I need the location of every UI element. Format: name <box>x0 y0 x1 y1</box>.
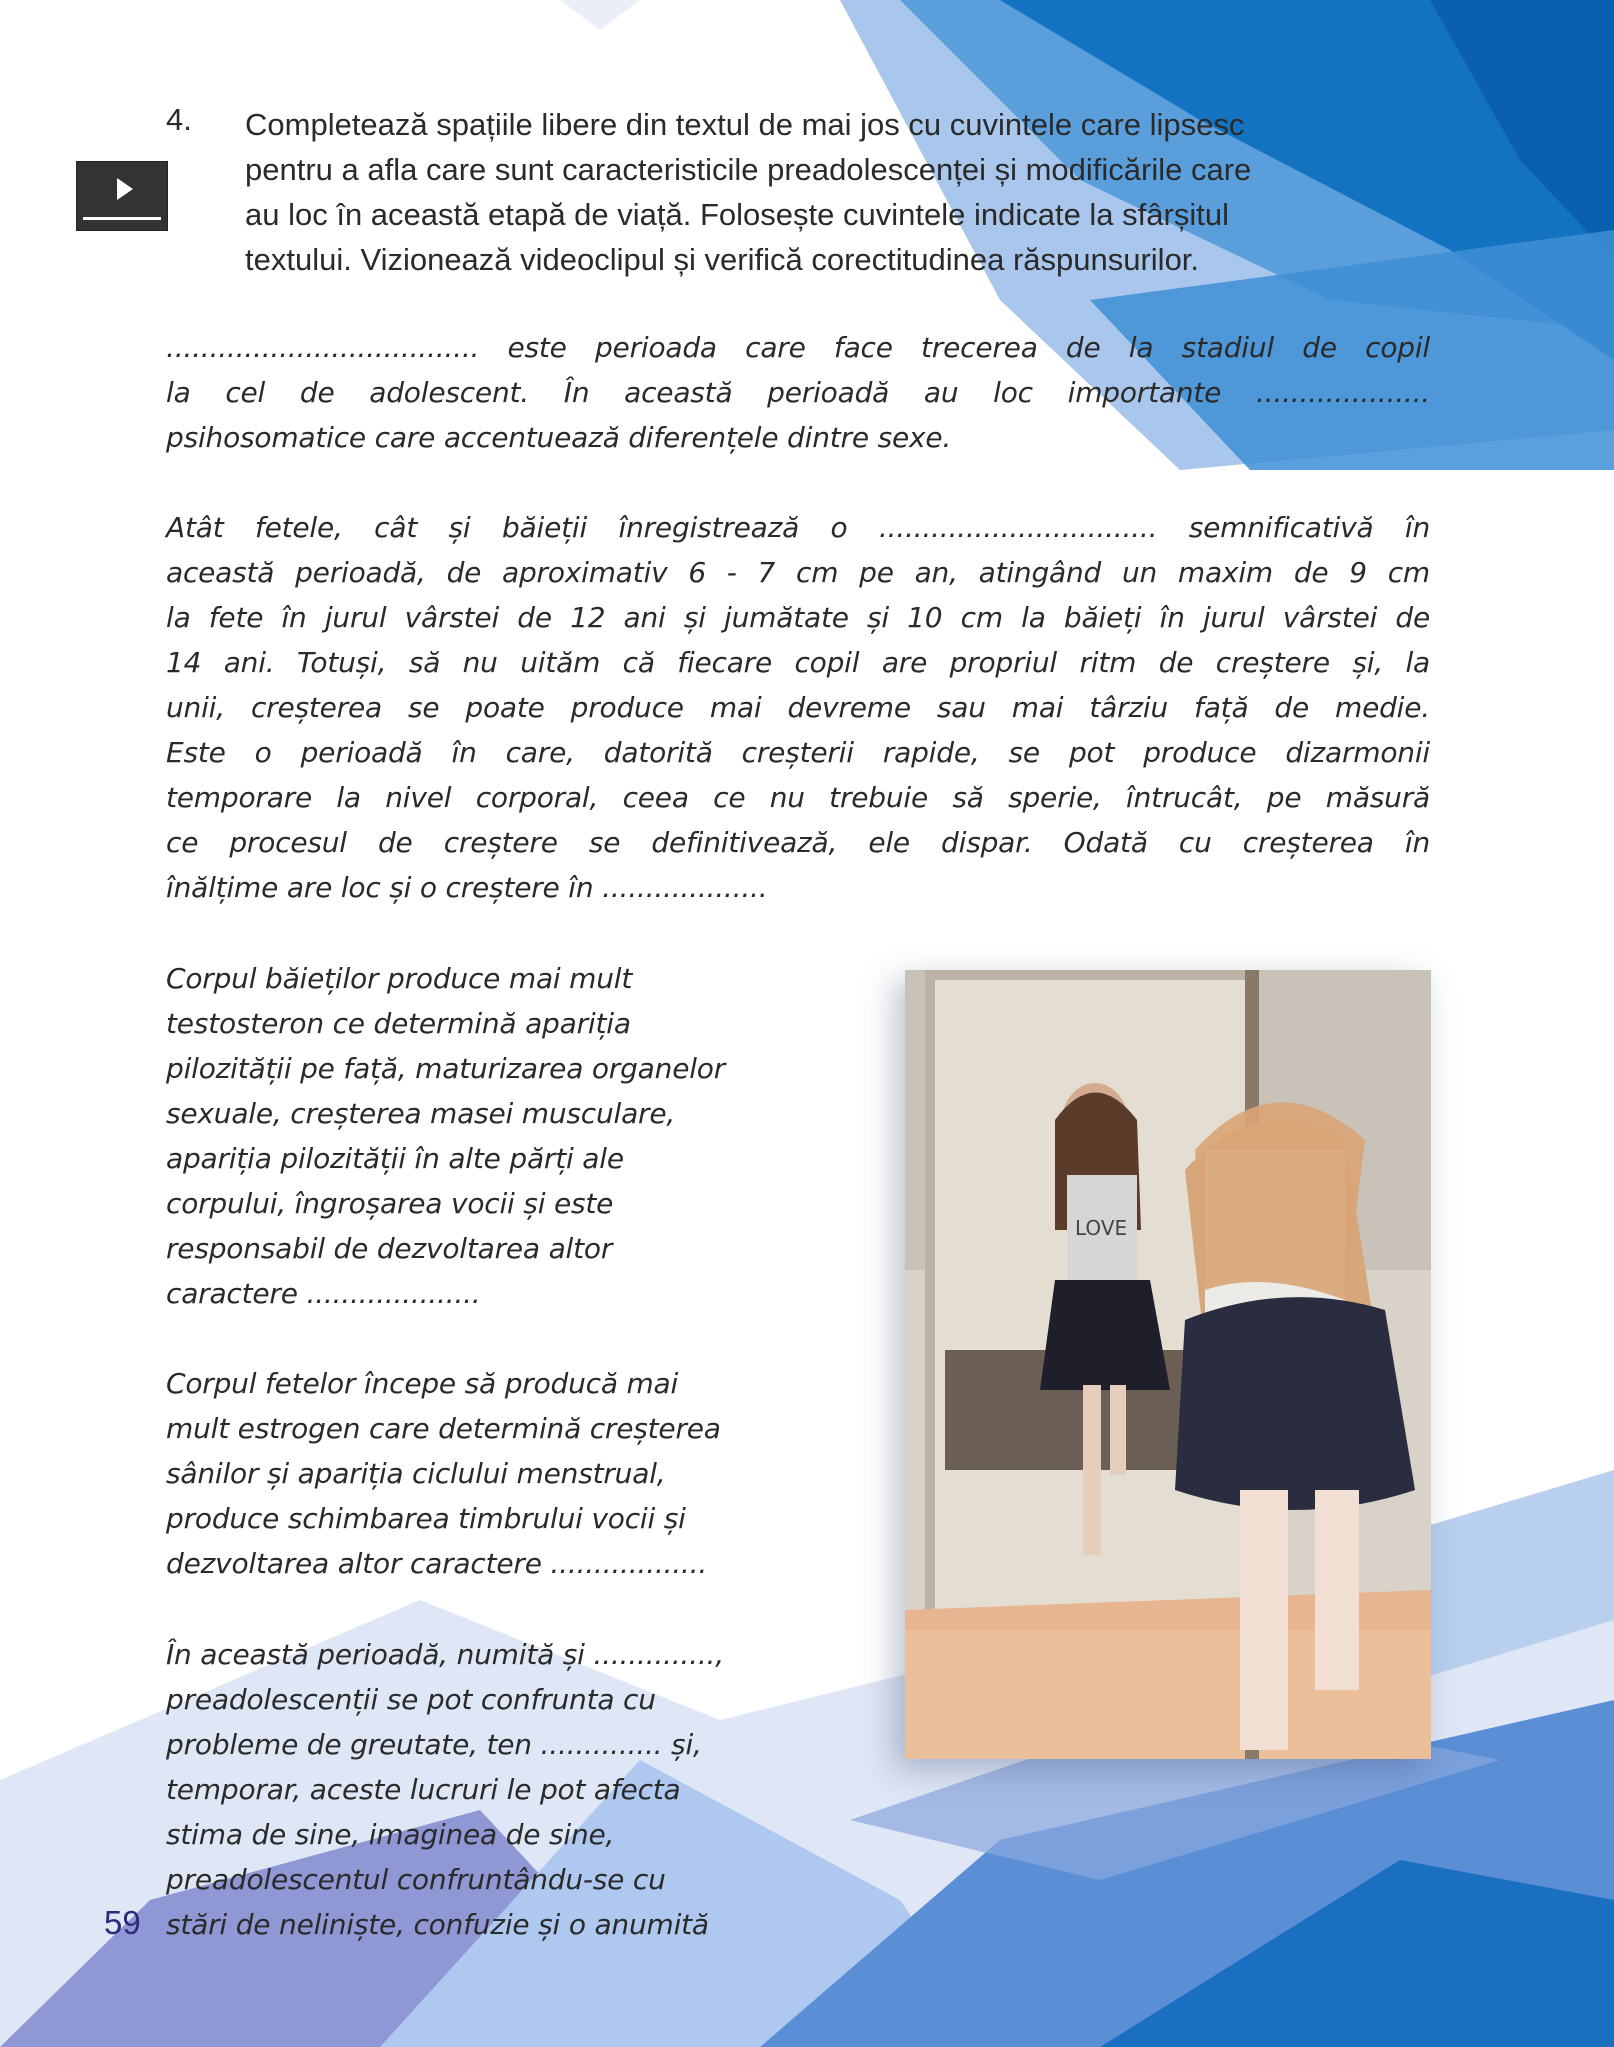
paragraph-definition <box>166 325 1430 460</box>
text-line: ce procesul de creștere se definitivează, ele dispar. Odată cu creșterea în <box>166 826 1430 859</box>
text-line: mult estrogen care determină creșterea <box>166 1412 721 1445</box>
text-line: această perioadă, de aproximativ 6 - 7 cm pe an, atingând un maxim de 9 cm <box>166 556 1430 589</box>
text-line: .................................... este perioada care face trecerea de la stadiul de copil <box>166 331 1430 364</box>
text-line: preadolescentul confruntându-se cu <box>166 1863 666 1896</box>
text-line: unii, creșterea se poate produce mai devreme sau mai târziu față de medie. <box>166 691 1430 724</box>
paragraph-boys <box>166 956 725 1316</box>
text-line: corpului, îngroșarea vocii și este <box>166 1187 614 1220</box>
text-line: probleme de greutate, ten .............. și, <box>166 1728 702 1761</box>
text-line: stări de neliniște, confuzie și o anumită <box>166 1908 709 1941</box>
paragraph-problems <box>166 1632 724 1947</box>
text-line: testosteron ce determină apariția <box>166 1007 631 1040</box>
text-line: apariția pilozității în alte părți ale <box>166 1142 624 1175</box>
text-line: 14 ani. Totuși, să nu uităm că fiecare copil are propriul ritm de creștere și, la <box>166 646 1430 679</box>
girl-mirror-photo <box>905 970 1431 1759</box>
paragraph-growth <box>166 505 1430 910</box>
text-line: În această perioadă, numită și .............., <box>166 1638 724 1671</box>
text-line: pilozității pe față, maturizarea organelor <box>166 1052 726 1085</box>
text-line: stima de sine, imaginea de sine, <box>166 1818 615 1851</box>
task-number: 4. <box>166 102 192 137</box>
text-line: Corpul fetelor începe să producă mai <box>166 1367 679 1400</box>
paragraph-girls <box>166 1361 721 1586</box>
task-instructions <box>245 102 1425 282</box>
text-line: temporare la nivel corporal, ceea ce nu trebuie să sperie, întrucât, pe măsură <box>166 781 1430 814</box>
text-line: produce schimbarea timbrului vocii și <box>166 1502 686 1535</box>
text-line: preadolescenții se pot confrunta cu <box>166 1683 656 1716</box>
text-line: Atât fetele, cât și băieții înregistrează o ................................ semnificativă în <box>166 511 1430 544</box>
task-line: au loc în această etapă de viață. Folosește cuvintele indicate la sfârșitul <box>245 197 1229 232</box>
text-line: la cel de adolescent. În această perioadă au loc importante .................... <box>166 376 1430 409</box>
text-line: responsabil de dezvoltarea altor <box>166 1232 613 1265</box>
task-line: Completează spațiile libere din textul de mai jos cu cuvintele care lipsesc <box>245 107 1245 142</box>
text-line: temporar, aceste lucruri le pot afecta <box>166 1773 681 1806</box>
shirt-text: LOVE <box>1075 1216 1128 1240</box>
text-line: sânilor și apariția ciclului menstrual, <box>166 1457 666 1490</box>
text-line: caractere .................... <box>166 1277 481 1310</box>
text-line: sexuale, creșterea masei musculare, <box>166 1097 676 1130</box>
task-line: pentru a afla care sunt caracteristicile preadolescenței și modificările care <box>245 152 1252 187</box>
page-number: 59 <box>104 1904 141 1941</box>
text-line: dezvoltarea altor caractere .................. <box>166 1547 708 1580</box>
text-line: înălțime are loc și o creștere în ................... <box>166 871 768 904</box>
task-line: textului. Vizionează videoclipul și verifică corectitudinea răspunsurilor. <box>245 242 1200 277</box>
play-triangle-icon <box>117 178 133 200</box>
text-line: la fete în jurul vârstei de 12 ani și jumătate și 10 cm la băieți în jurul vârstei de <box>166 601 1430 634</box>
video-play-icon[interactable] <box>76 161 168 231</box>
text-line: psihosomatice care accentuează diferențele dintre sexe. <box>166 421 952 454</box>
text-line: Este o perioadă în care, datorită creșterii rapide, se pot produce dizarmonii <box>166 736 1430 769</box>
text-line: Corpul băieților produce mai mult <box>166 962 633 995</box>
progress-bar-icon <box>83 217 161 220</box>
